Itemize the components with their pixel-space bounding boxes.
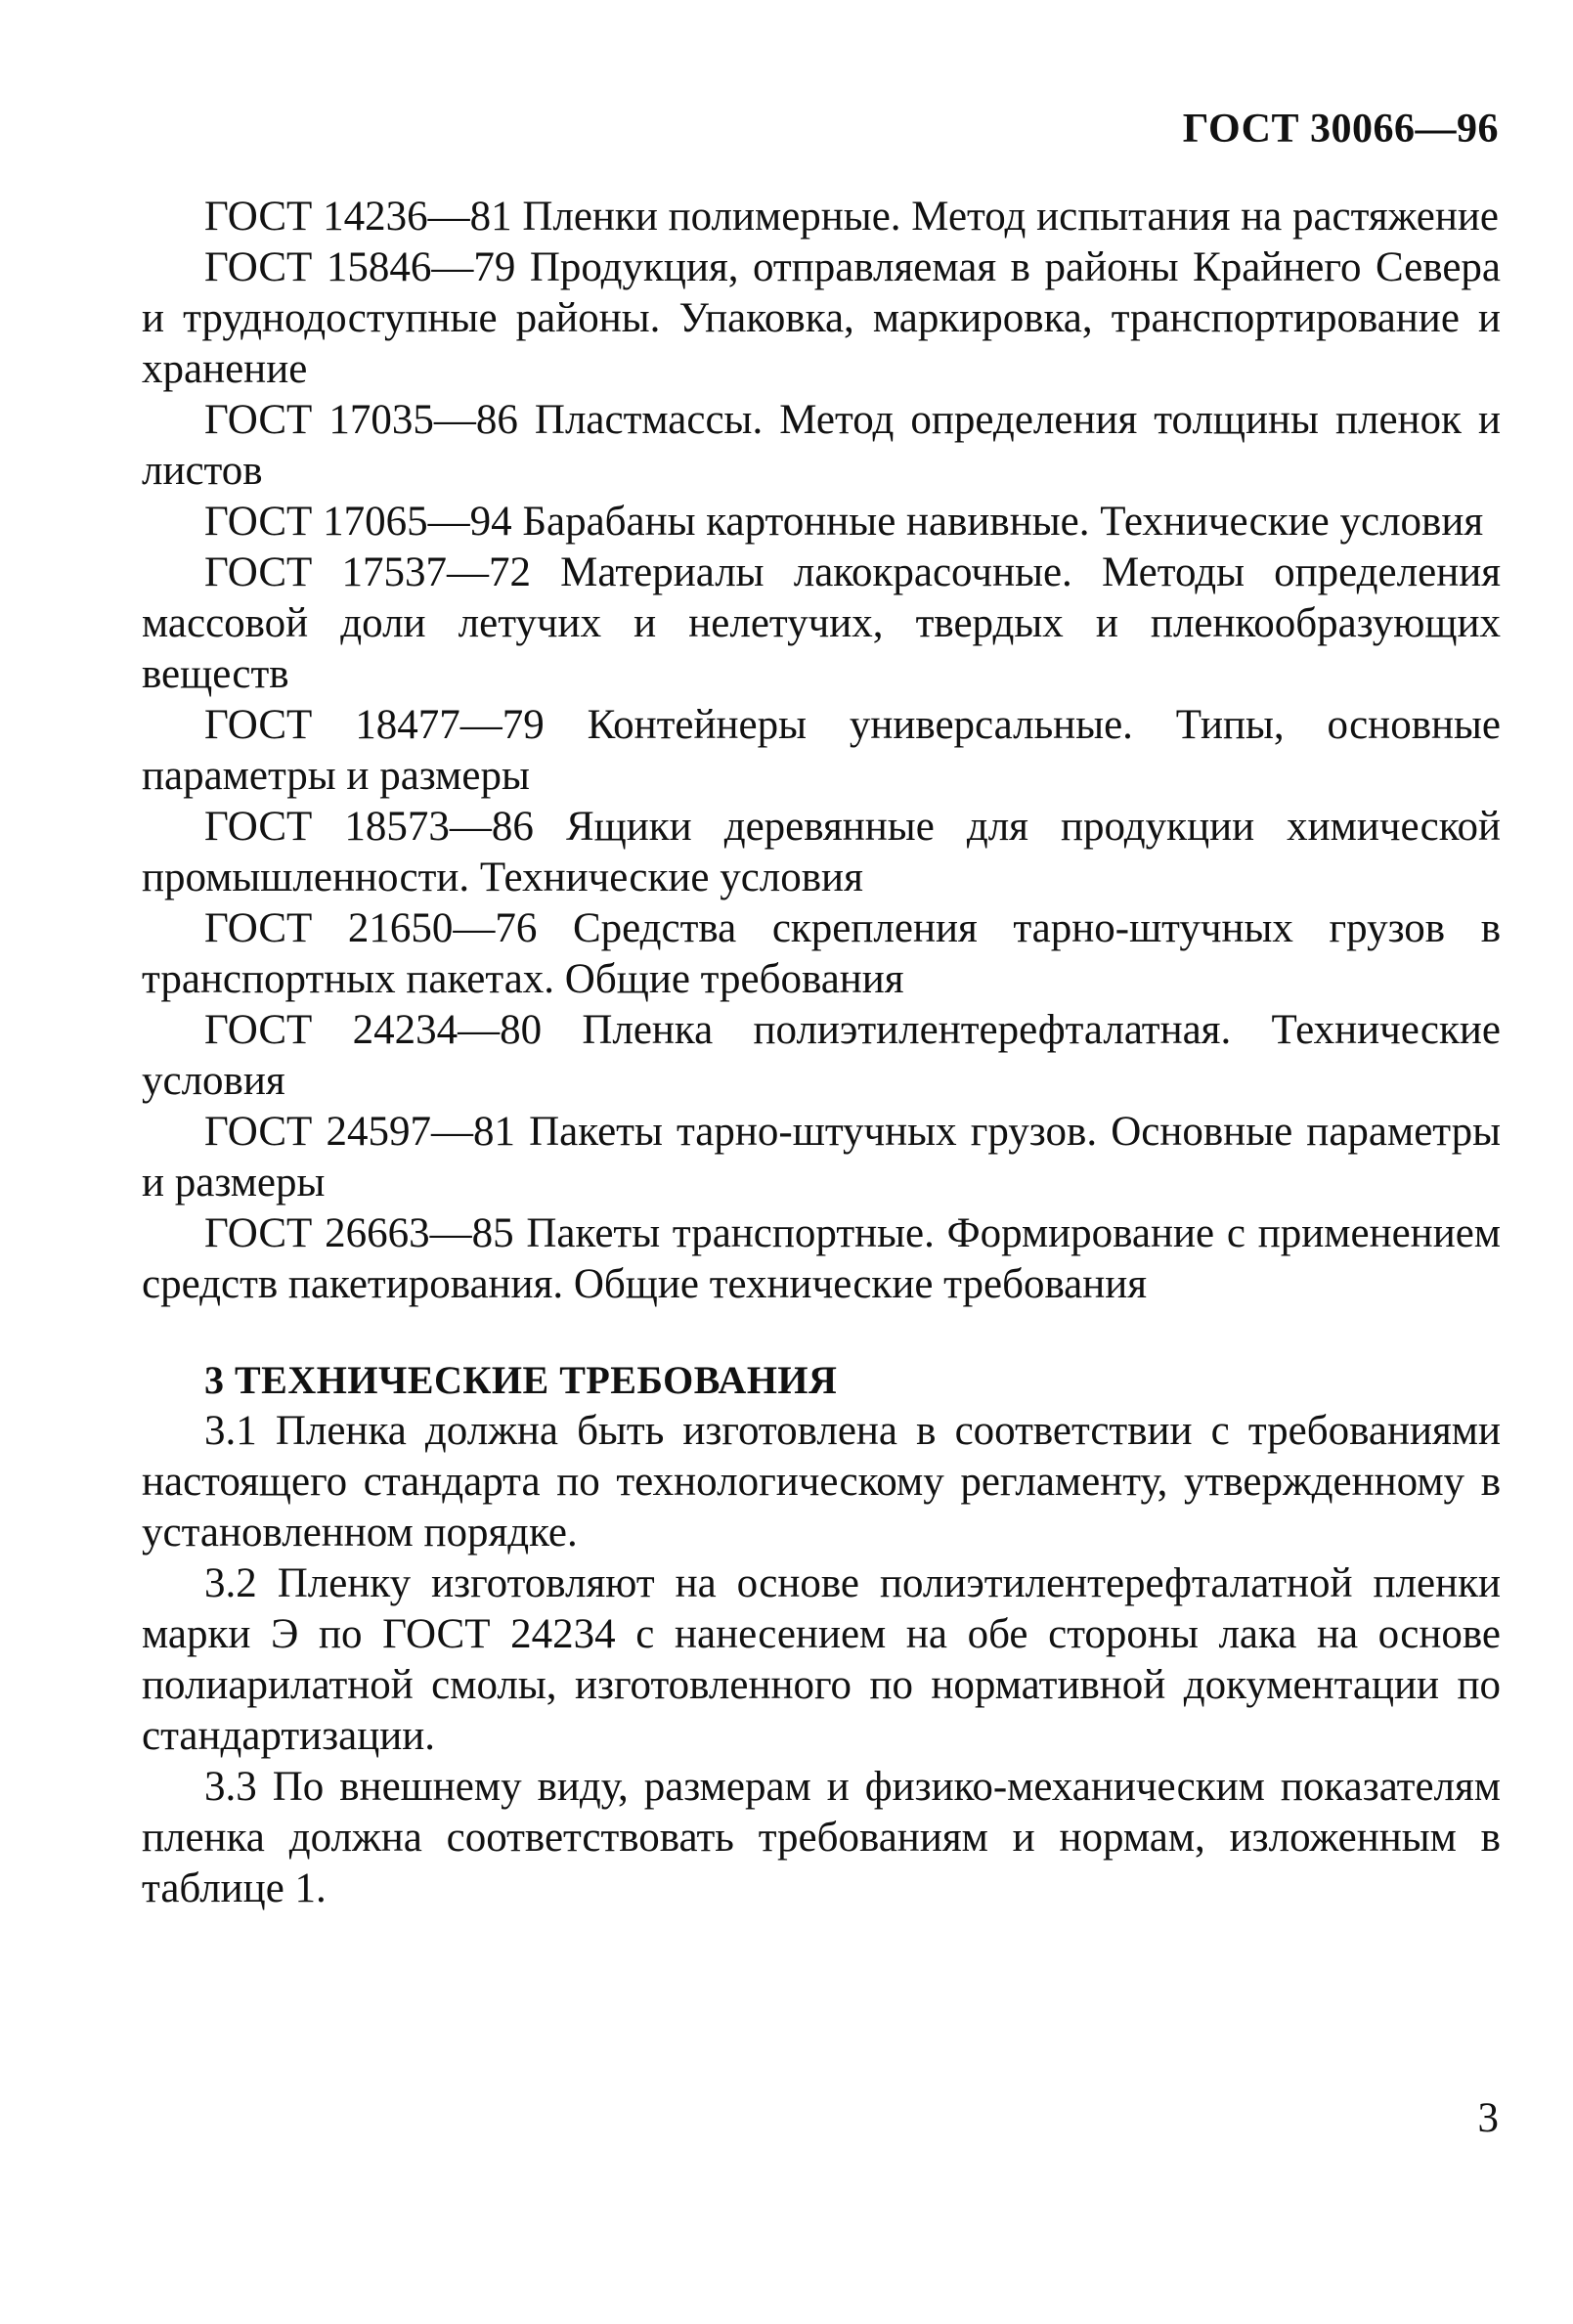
reference-item: ГОСТ 17065—94 Барабаны картонные навивные. Технические условия: [204, 499, 1484, 545]
clause-3-2: 3.2 Пленку изготовляют на основе полиэтилентерефталатной пленки марки Э по ГОСТ 24234 с нанесением на обе стороны лака на основе полиарилатной смолы, изготовленного по нормативной документации по стандартизации.: [142, 1560, 1501, 1759]
reference-item: ГОСТ 14236—81 Пленки полимерные. Метод испытания на растяжение: [204, 194, 1499, 240]
document-code-header: ГОСТ 30066—96: [1182, 107, 1499, 152]
reference-item: ГОСТ 21650—76 Средства скрепления тарно-штучных грузов в транспортных пакетах. Общие требования: [142, 905, 1501, 1002]
reference-item: ГОСТ 15846—79 Продукция, отправляемая в районы Крайнего Севера и труднодоступные районы. Упаковка, маркировка, транспортирование и хранение: [142, 244, 1501, 392]
reference-item: ГОСТ 17035—86 Пластмассы. Метод определения толщины пленок и листов: [142, 397, 1501, 494]
clause-3-3: 3.3 По внешнему виду, размерам и физико-механическим показателям пленка должна соответствовать требованиям и нормам, изложенным в таблице 1.: [142, 1764, 1501, 1911]
section-clauses: [142, 1406, 1501, 1914]
normative-references-list: [142, 192, 1501, 1310]
reference-item: ГОСТ 24234—80 Пленка полиэтилентерефталатная. Технические условия: [142, 1007, 1501, 1104]
page-number: 3: [1477, 2095, 1499, 2141]
page-content: [142, 192, 1501, 1914]
reference-item: ГОСТ 24597—81 Пакеты тарно-штучных грузов. Основные параметры и размеры: [142, 1109, 1501, 1206]
reference-item: ГОСТ 26663—85 Пакеты транспортные. Формирование с применением средств пакетирования. Общие технические требования: [142, 1210, 1501, 1307]
reference-item: ГОСТ 18477—79 Контейнеры универсальные. Типы, основные параметры и размеры: [142, 702, 1501, 799]
reference-item: ГОСТ 17537—72 Материалы лакокрасочные. Методы определения массовой доли летучих и нелетучих, твердых и пленкообразующих веществ: [142, 549, 1501, 697]
reference-item: ГОСТ 18573—86 Ящики деревянные для продукции химической промышленности. Технические условия: [142, 804, 1501, 900]
section-title: 3 ТЕХНИЧЕСКИЕ ТРЕБОВАНИЯ: [204, 1358, 838, 1402]
clause-3-1: 3.1 Пленка должна быть изготовлена в соответствии с требованиями настоящего стандарта по технологическому регламенту, утвержденному в установленном порядке.: [142, 1408, 1501, 1556]
